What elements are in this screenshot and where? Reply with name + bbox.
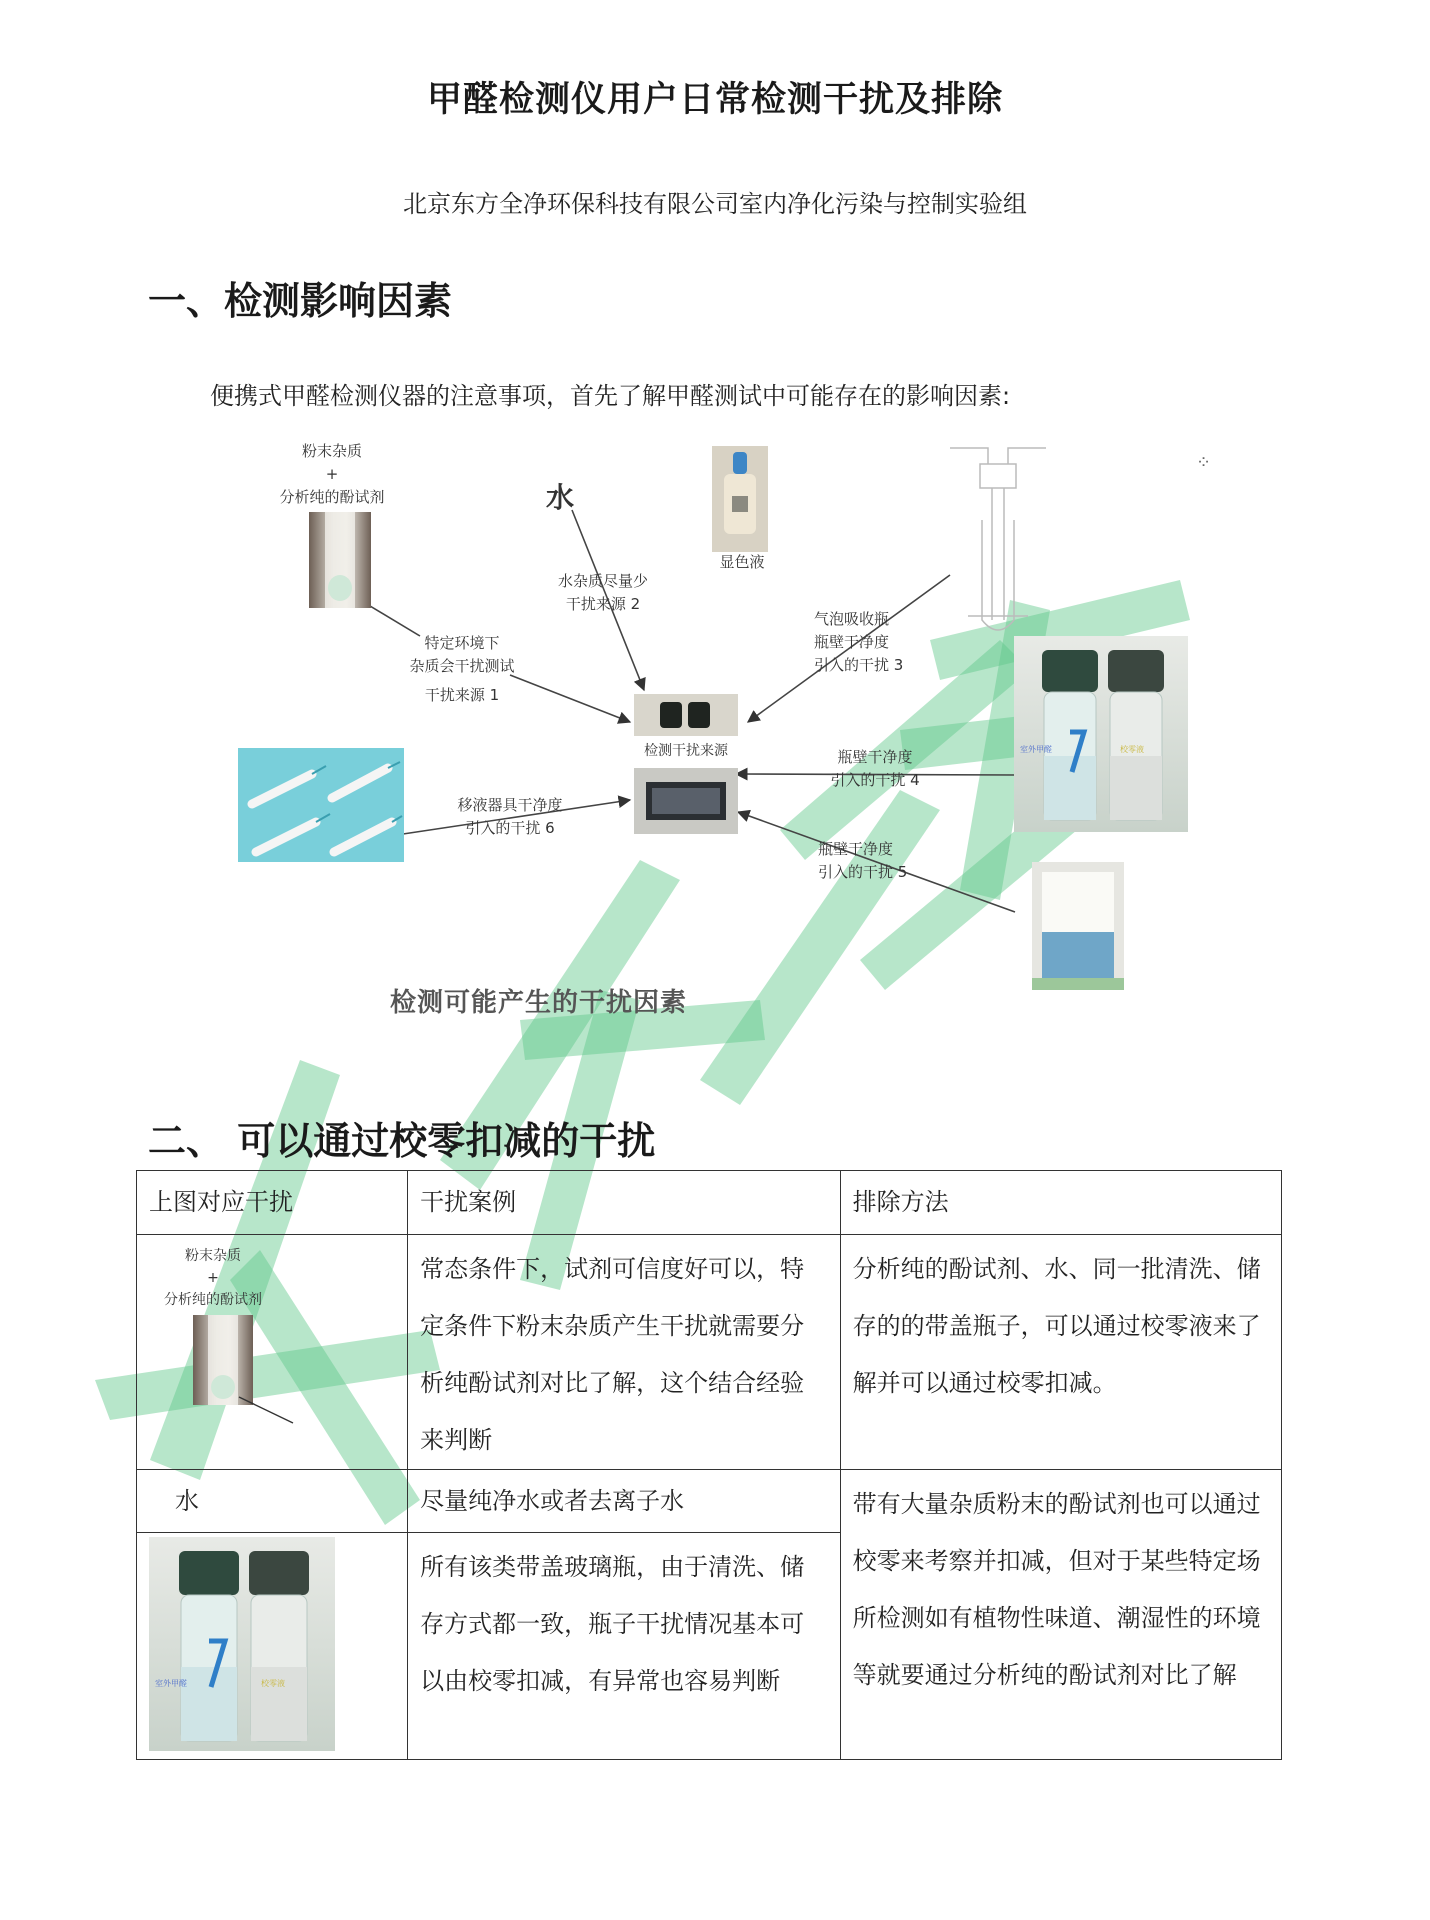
- table-row: [137, 1470, 1282, 1533]
- row1-image-label-3: 分析纯的酚试剂: [164, 1292, 262, 1308]
- powder-label-3: 分析纯的酚试剂: [279, 488, 385, 506]
- table-header-cell: 排除方法: [840, 1171, 1281, 1235]
- row3-image-cell: [137, 1533, 408, 1760]
- cuvette-photo: [1032, 862, 1124, 990]
- arrow-source-1: [510, 675, 630, 722]
- row2-label-cell: [137, 1470, 408, 1533]
- vials-photo: [1014, 636, 1188, 832]
- section-1-intro: 便携式甲醛检测仪器的注意事项，首先了解甲醛测试中可能存在的影响因素:: [210, 382, 1011, 410]
- row1-case-cell: [408, 1235, 840, 1470]
- cuvette-note: [818, 838, 918, 884]
- row1-test-tube-photo: [193, 1315, 253, 1405]
- table-header-row: [137, 1171, 1282, 1235]
- center-bottles-drawing: [634, 694, 738, 736]
- syringes-drawing: [238, 748, 404, 862]
- powder-label-2: +: [325, 465, 339, 483]
- bubbler-note-2: 瓶壁干净度: [814, 633, 890, 651]
- test-tube-drawing: [309, 512, 371, 608]
- table-header-cell: 上图对应干扰: [137, 1171, 408, 1235]
- cuvette-drawing: [1032, 862, 1124, 990]
- water-label: 水: [545, 481, 574, 514]
- test-tube-photo: [309, 512, 371, 608]
- detector-drawing: [634, 768, 738, 834]
- row1-image-cell: [137, 1235, 408, 1470]
- vial-note: [820, 746, 930, 792]
- bubbler-drawing: [948, 440, 1048, 650]
- row23-method-cell: [840, 1470, 1281, 1760]
- water-note: [548, 570, 658, 616]
- pipette-note-2: 引入的干扰 6: [465, 819, 555, 837]
- document-subtitle: 北京东方全净环保科技有限公司室内净化污染与控制实验组: [403, 190, 1027, 218]
- pipette-note-1: 移液器具干净度: [457, 796, 563, 814]
- row1-image-labels: [137, 1245, 289, 1311]
- row3-case: 所有该类带盖玻璃瓶，由于清洗、储存方式都一致，瓶子干扰情况基本可以由校零扣减，有异常也容易判断: [420, 1553, 805, 1695]
- row2-case: 尽量纯净水或者去离子水: [420, 1486, 685, 1515]
- bubbler-note-3: 引入的干扰 3: [814, 656, 904, 674]
- row3-vial-tag-right: 校零液: [261, 1679, 285, 1688]
- section-1-heading: 一、检测影响因素: [148, 279, 453, 323]
- syringes-photo: [238, 748, 404, 862]
- row1-image-label-1: 粉末杂质: [185, 1248, 241, 1264]
- pipette-note: [440, 794, 580, 840]
- vial-note-1: 瓶壁干净度: [837, 748, 913, 766]
- row1-method: 分析纯的酚试剂、水、同一批清洗、储存的的带盖瓶子，可以通过校零液来了解并可以通过校零扣减。: [852, 1255, 1261, 1397]
- row3-vials-photo: [149, 1537, 335, 1751]
- row1-pointer-line: [237, 1395, 297, 1425]
- row1-method-cell: [840, 1235, 1281, 1470]
- center-label: 检测干扰来源: [644, 743, 728, 759]
- vial-tag-right: 校零液: [1120, 745, 1144, 754]
- vial-tag-left: 室外甲醛: [1020, 745, 1052, 754]
- cuvette-note-2: 引入的干扰 5: [818, 863, 908, 881]
- row23-method: 带有大量杂质粉末的酚试剂也可以通过校零来考察并扣减，但对于某些特定场所检测如有植物性味道、潮湿性的环境等就要通过分析纯的酚试剂对比了解: [852, 1490, 1261, 1689]
- color-liquid-label: 显色液: [719, 553, 765, 571]
- bubbler-note: [814, 608, 934, 677]
- dots-icon: ⁘: [1196, 452, 1212, 473]
- section-2-heading: 二、 可以通过校零扣减的干扰: [148, 1119, 656, 1163]
- water-note-1: 水杂质尽量少: [557, 572, 648, 590]
- environment-note-2: 杂质会干扰测试: [409, 657, 515, 675]
- row3-case-cell: [408, 1533, 840, 1760]
- dropper-bottle-drawing: [712, 446, 768, 552]
- center-bottles-photo: [634, 694, 738, 736]
- row3-vial-tag-left: 室外甲醛: [155, 1679, 187, 1688]
- row2-label: 水: [175, 1486, 199, 1515]
- row2-case-cell: [408, 1470, 840, 1533]
- vials-drawing: [1014, 636, 1188, 832]
- environment-note: [402, 632, 522, 707]
- interference-table: [136, 1170, 1282, 1760]
- environment-note-1: 特定环境下: [424, 634, 500, 652]
- diagram-caption: 检测可能产生的干扰因素: [390, 988, 688, 1018]
- table-row: [137, 1235, 1282, 1470]
- detector-photo: [634, 768, 738, 834]
- table-header-cell: 干扰案例: [408, 1171, 840, 1235]
- color-liquid-photo: [712, 446, 768, 552]
- water-note-2: 干扰来源 2: [565, 595, 641, 613]
- row1-test-tube-drawing: [193, 1315, 253, 1405]
- row1-image-label-2: +: [207, 1270, 219, 1286]
- row3-vials-drawing: [149, 1537, 335, 1751]
- environment-note-3: 干扰来源 1: [424, 686, 500, 704]
- powder-label-group: [262, 440, 402, 509]
- powder-label-1: 粉末杂质: [301, 442, 362, 460]
- cuvette-note-1: 瓶壁干净度: [818, 840, 894, 858]
- document-title: 甲醛检测仪用户日常检测干扰及排除: [426, 80, 1003, 120]
- bubbler-note-1: 气泡吸收瓶: [814, 610, 890, 628]
- vial-note-2: 引入的干扰 4: [830, 771, 920, 789]
- row1-case: 常态条件下，试剂可信度好可以，特定条件下粉末杂质产生干扰就需要分析纯酚试剂对比了解，这个结合经验来判断: [420, 1255, 805, 1454]
